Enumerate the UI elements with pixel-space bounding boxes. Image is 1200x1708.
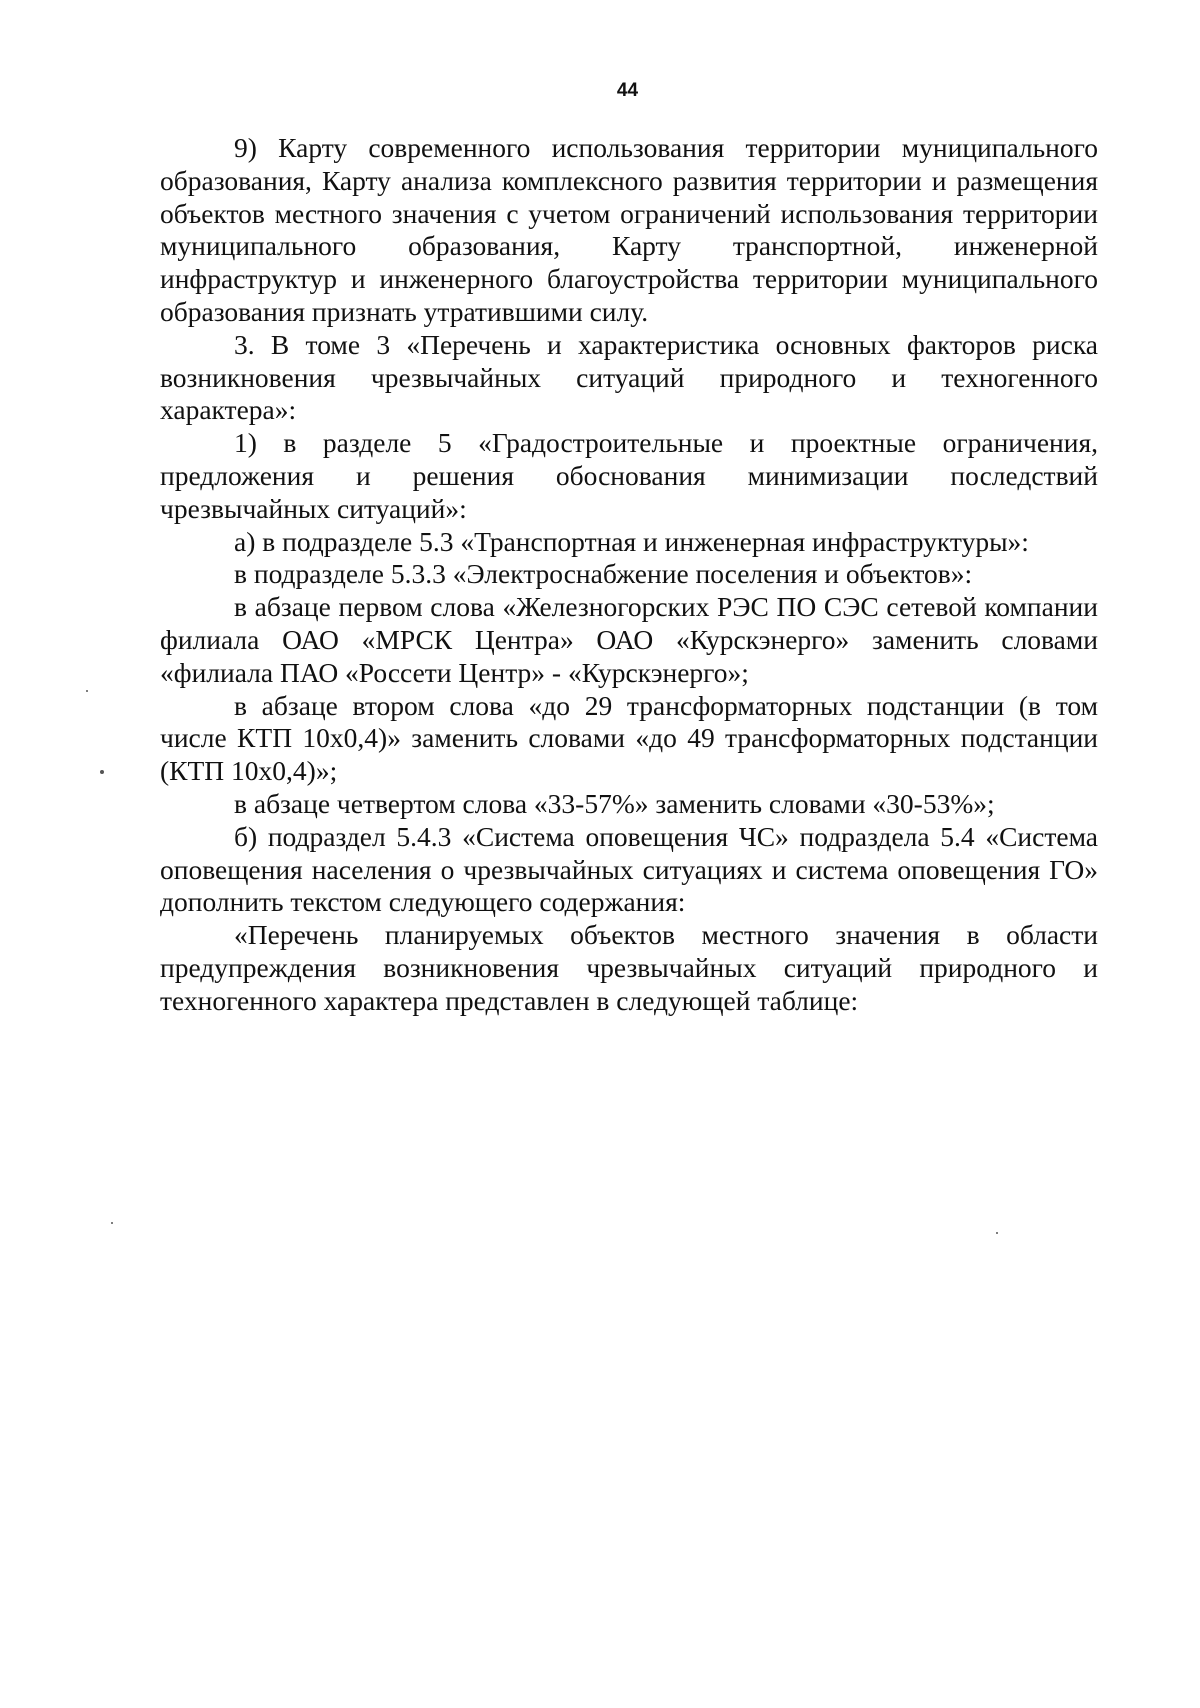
paragraph-subsection-5-3-3: в подразделе 5.3.3 «Электроснабжение поселения и объектов»: [234, 558, 973, 590]
scan-speck [111, 1222, 113, 1224]
scan-speck [86, 690, 88, 692]
paragraph-volume-3: 3. В томе 3 «Перечень и характеристика основных факторов риска возникновения чрезвычайных ситуаций природного и техногенного характера»: [160, 328, 1098, 426]
paragraph-section-5: 1) в разделе 5 «Градостроительные и проектные ограничения, предложения и решения обоснования минимизации последствий чрезвычайных ситуаций»: [160, 427, 1098, 524]
scan-speck [100, 770, 104, 774]
paragraph-objects-list: «Перечень планируемых объектов местного значения в области предупреждения возникновения чрезвычайных ситуаций природного и техногенного характера представлен в следующей таблице: [160, 919, 1098, 1016]
paragraph-second-abzac: в абзаце втором слова «до 29 трансформаторных подстанции (в том числе КТП 10х0,4)» заменить словами «до 49 трансформаторных подстанции (КТП 10х0,4)»; [160, 689, 1098, 787]
paragraph-subsection-5-3: а) в подразделе 5.3 «Транспортная и инженерная инфраструктуры»: [234, 525, 1029, 557]
scan-speck [996, 1232, 998, 1234]
document-body [160, 132, 1098, 1018]
paragraph-subsection-5-4-3: б) подраздел 5.4.3 «Система оповещения ЧС» подраздела 5.4 «Система оповещения населения о чрезвычайных ситуациях и система оповещения ГО» дополнить текстом следующего содержания: [160, 820, 1098, 918]
page-number: 44 [616, 80, 639, 101]
paragraph-first-abzac: в абзаце первом слова «Железногорских РЭС ПО СЭС сетевой компании филиала ОАО «МРСК Центра» ОАО «Курскэнерго» заменить словами «филиала ПАО «Россети Центр» - «Курскэнерго»; [160, 591, 1098, 688]
paragraph-item-9: 9) Карту современного использования территории муниципального образования, Карту анализа комплексного развития территории и размещения объектов местного значения с учетом ограничений использования территории муниципального образования, Карту транспортной, инженерной инфраструктур и инженерного благоустройства территории муниципального образования признать утратившими силу. [160, 132, 1098, 327]
paragraph-fourth-abzac: в абзаце четвертом слова «33-57%» заменить словами «30-53%»; [234, 787, 995, 819]
